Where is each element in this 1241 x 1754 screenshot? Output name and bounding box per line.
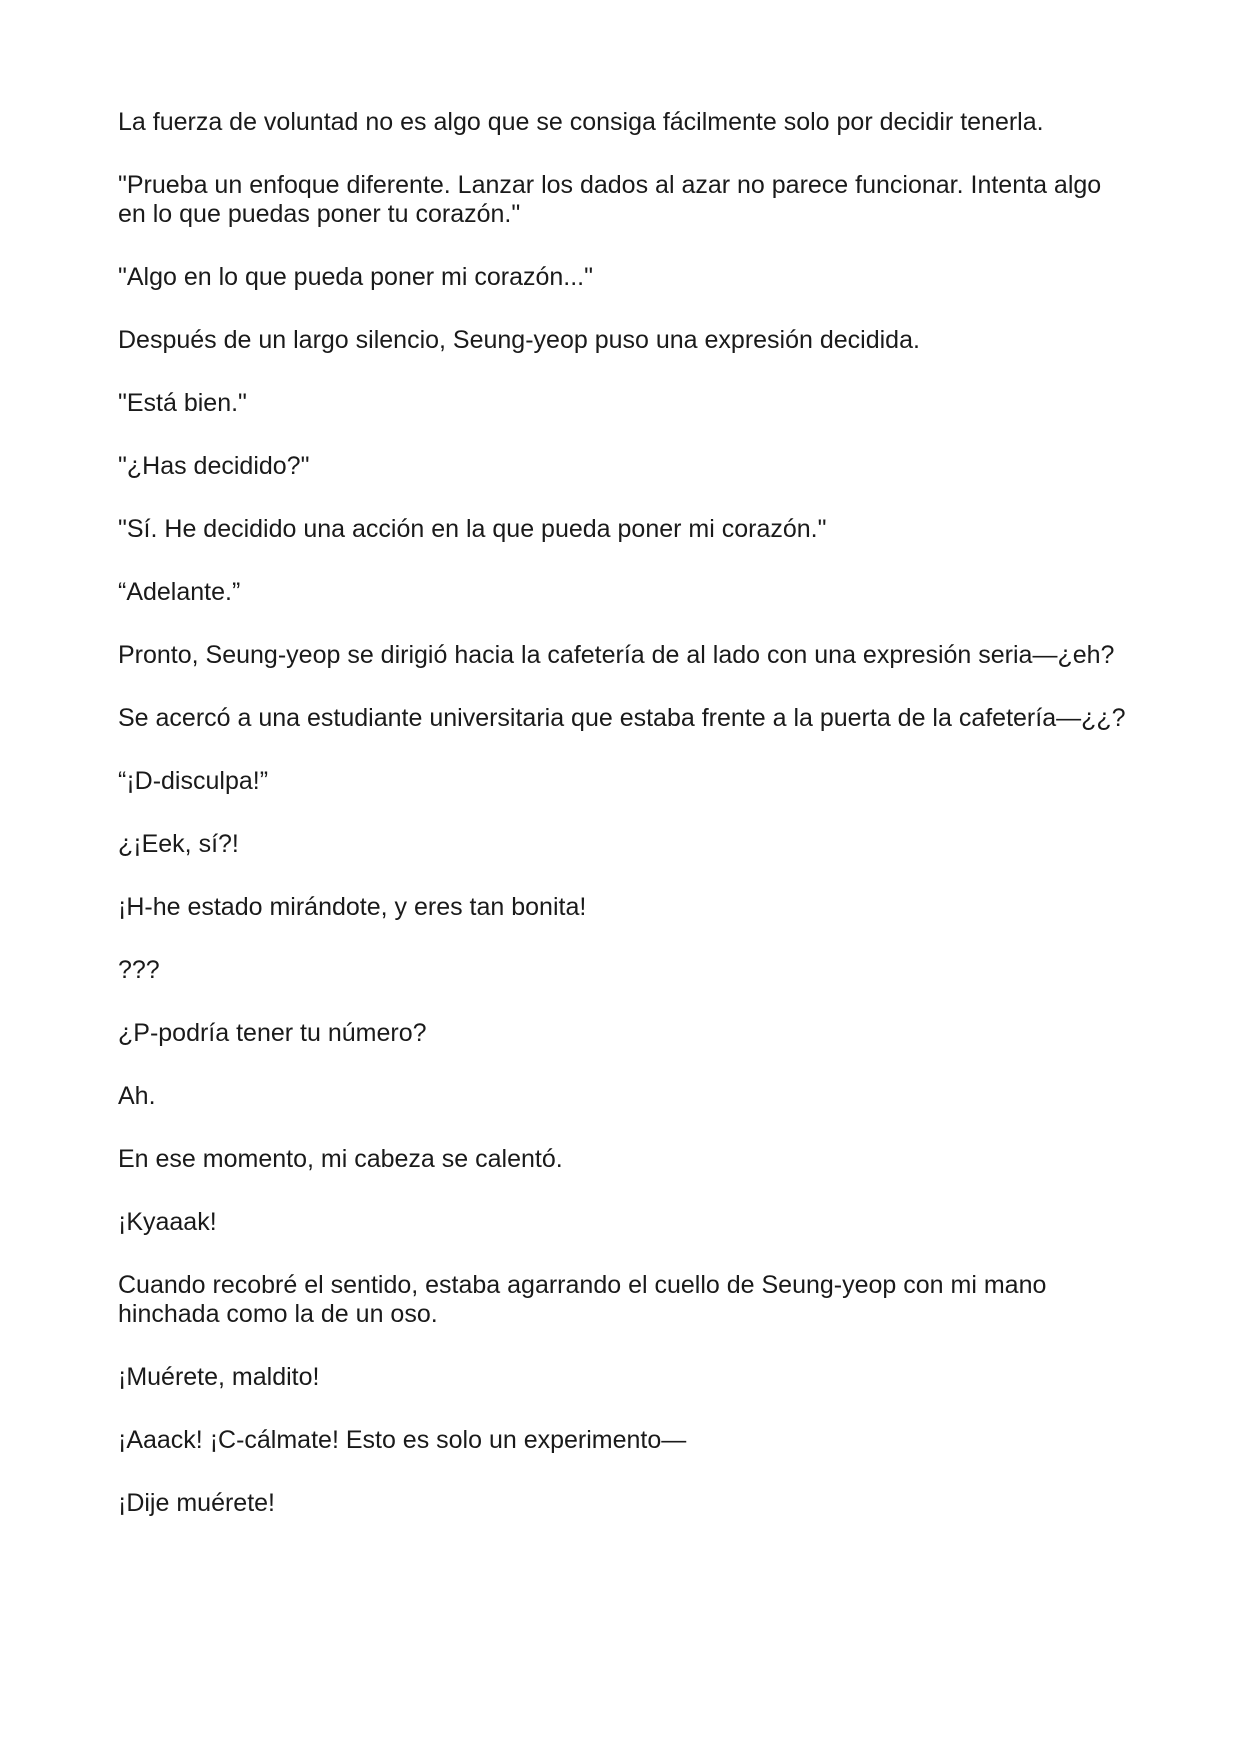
paragraph: En ese momento, mi cabeza se calentó. <box>118 1145 563 1173</box>
paragraph: ??? <box>118 956 160 984</box>
paragraph: ¡Muérete, maldito! <box>118 1363 320 1391</box>
paragraph: “¡D-disculpa!” <box>118 767 269 795</box>
paragraph: Se acercó a una estudiante universitaria que estaba frente a la puerta de la cafetería—¿¿? <box>118 704 1126 732</box>
paragraph: Cuando recobré el sentido, estaba agarrando el cuello de Seung-yeop con mi mano hinchada como la de un oso. <box>118 1271 1047 1328</box>
paragraph: "Prueba un enfoque diferente. Lanzar los dados al azar no parece funcionar. Intenta algo en lo que puedas poner tu corazón." <box>118 171 1102 228</box>
paragraph: "Sí. He decidido una acción en la que pueda poner mi corazón." <box>118 515 827 543</box>
paragraph: Ah. <box>118 1082 156 1110</box>
paragraph: ¡H-he estado mirándote, y eres tan bonita! <box>118 893 587 921</box>
paragraph: Pronto, Seung-yeop se dirigió hacia la cafetería de al lado con una expresión seria—¿eh? <box>118 641 1115 669</box>
paragraph: Después de un largo silencio, Seung-yeop puso una expresión decidida. <box>118 326 920 354</box>
paragraph: "¿Has decidido?" <box>118 452 310 480</box>
paragraph: "Algo en lo que pueda poner mi corazón..." <box>118 263 593 291</box>
paragraph: ¿P-podría tener tu número? <box>118 1019 427 1047</box>
paragraph: ¿¡Eek, sí?! <box>118 830 239 858</box>
paragraph: “Adelante.” <box>118 578 241 606</box>
paragraph: ¡Aaack! ¡C-cálmate! Esto es solo un experimento— <box>118 1426 687 1454</box>
paragraph: La fuerza de voluntad no es algo que se consiga fácilmente solo por decidir tenerla. <box>118 108 1044 136</box>
paragraph: ¡Dije muérete! <box>118 1489 275 1517</box>
document-page <box>118 108 1130 1552</box>
paragraph: "Está bien." <box>118 389 247 417</box>
paragraph: ¡Kyaaak! <box>118 1208 217 1236</box>
